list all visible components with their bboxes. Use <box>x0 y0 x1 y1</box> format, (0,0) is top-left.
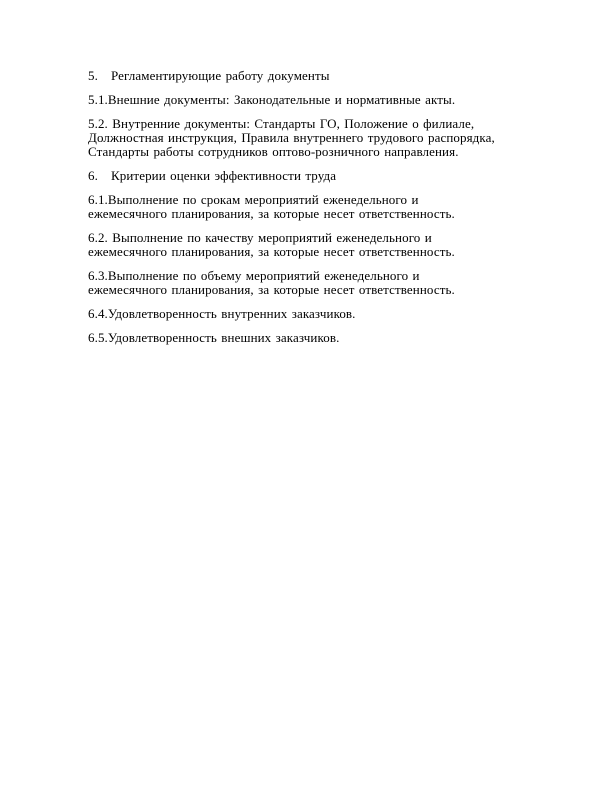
text-line: 6.3.Выполнение по объему мероприятий еженедельного и <box>88 268 420 283</box>
text-line: 6. Критерии оценки эффективности труда <box>88 168 337 183</box>
text-line: Должностная инструкция, Правила внутреннего трудового распорядка, <box>88 130 495 145</box>
document-body <box>88 69 528 355</box>
text-line: 6.4.Удовлетворенность внутренних заказчиков. <box>88 306 356 321</box>
item-5-2-internal-documents <box>88 117 528 159</box>
text-line: ежемесячного планирования, за которые несет ответственность. <box>88 282 455 297</box>
text-line: 6.5.Удовлетворенность внешних заказчиков. <box>88 330 340 345</box>
item-6-5-external-customers-satisfaction <box>88 331 528 345</box>
text-line: 6.1.Выполнение по срокам мероприятий еженедельного и <box>88 192 419 207</box>
item-6-1-deadline-performance <box>88 193 528 221</box>
text-line: ежемесячного планирования, за которые несет ответственность. <box>88 206 455 221</box>
text-line: 5.1.Внешние документы: Законодательные и нормативные акты. <box>88 92 456 107</box>
item-6-3-volume-performance <box>88 269 528 297</box>
item-5-1-external-documents <box>88 93 528 107</box>
text-line: Стандарты работы сотрудников оптово-розничного направления. <box>88 144 459 159</box>
text-line: 6.2. Выполнение по качеству мероприятий еженедельного и <box>88 230 432 245</box>
item-5-regulating-documents <box>88 69 528 83</box>
item-6-4-internal-customers-satisfaction <box>88 307 528 321</box>
item-6-performance-criteria <box>88 169 528 183</box>
text-line: 5.2. Внутренние документы: Стандарты ГО, Положение о филиале, <box>88 116 475 131</box>
item-6-2-quality-performance <box>88 231 528 259</box>
text-line: 5. Регламентирующие работу документы <box>88 68 330 83</box>
text-line: ежемесячного планирования, за которые несет ответственность. <box>88 244 455 259</box>
